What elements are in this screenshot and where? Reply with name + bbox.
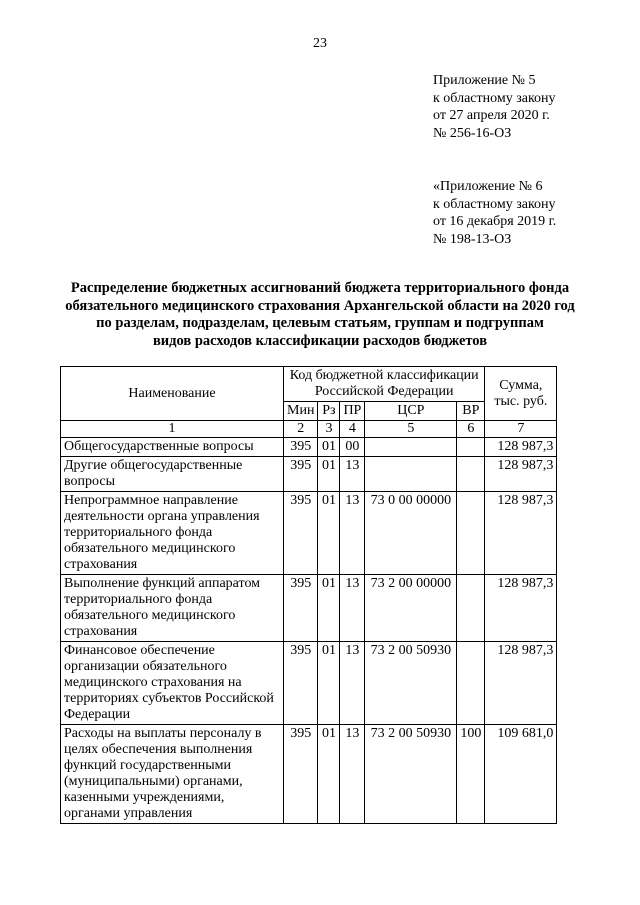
header-name: Наименование — [61, 367, 284, 421]
title-line: по разделам, подразделам, целевым статьям, группам и подгруппам — [96, 315, 544, 331]
appendix-line: к областному закону — [433, 90, 556, 106]
header-code-group: Код бюджетной классификации Российской Федерации — [284, 367, 485, 402]
appendix-line: от 16 декабря 2019 г. — [433, 214, 557, 229]
appendix-6-reference — [433, 178, 556, 248]
column-number: 4 — [340, 421, 365, 438]
row-sum: 128 987,3 — [485, 642, 557, 725]
row-sum: 128 987,3 — [485, 575, 557, 642]
row-csr: 73 2 00 50930 — [365, 642, 457, 725]
row-sum: 128 987,3 — [485, 457, 557, 492]
appendix-5-reference — [433, 72, 556, 142]
header-rz: Рз — [318, 402, 340, 421]
title-line: Распределение бюджетных ассигнований бюджета территориального фонда — [70, 280, 570, 296]
appendix-line: № 256-16-ОЗ — [433, 125, 512, 141]
row-name: Непрограммное направление деятельности органа управления территориального фонда обязательного медицинского страхования — [61, 492, 284, 575]
header-sum: Сумма, тыс. руб. — [485, 367, 557, 421]
table-row — [61, 492, 557, 575]
appendix-line: от 27 апреля 2020 г. — [433, 108, 550, 123]
row-pr: 13 — [340, 492, 365, 575]
column-number: 1 — [61, 421, 284, 438]
appendix-line: Приложение № 5 — [433, 73, 536, 88]
title-line: обязательного медицинского страхования Архангельской области на 2020 год — [65, 297, 575, 314]
table-row — [61, 457, 557, 492]
column-number: 3 — [318, 421, 340, 438]
row-pr: 13 — [340, 457, 365, 492]
row-min: 395 — [284, 642, 318, 725]
row-min: 395 — [284, 492, 318, 575]
row-min: 395 — [284, 457, 318, 492]
row-rz: 01 — [318, 642, 340, 725]
row-sum: 128 987,3 — [485, 438, 557, 457]
row-csr: 73 2 00 50930 — [365, 725, 457, 824]
header-vr: ВР — [457, 402, 485, 421]
table-row — [61, 725, 557, 824]
row-pr: 13 — [340, 725, 365, 824]
row-sum: 128 987,3 — [485, 492, 557, 575]
row-csr — [365, 438, 457, 457]
row-pr: 13 — [340, 575, 365, 642]
column-number: 5 — [365, 421, 457, 438]
appendix-line: «Приложение № 6 — [433, 179, 543, 194]
row-vr — [457, 575, 485, 642]
row-name: Расходы на выплаты персоналу в целях обеспечения выполнения функций государственными (муниципальными) органами, казенными учреждениями, органами управления — [61, 725, 284, 824]
header-csr: ЦСР — [365, 402, 457, 421]
appendix-line: № 198-13-ОЗ — [433, 231, 512, 247]
row-min: 395 — [284, 575, 318, 642]
row-csr: 73 2 00 00000 — [365, 575, 457, 642]
table-row — [61, 642, 557, 725]
column-number: 6 — [457, 421, 485, 438]
row-rz: 01 — [318, 725, 340, 824]
table-row — [61, 575, 557, 642]
row-vr — [457, 642, 485, 725]
row-vr: 100 — [457, 725, 485, 824]
row-name: Общегосударственные вопросы — [61, 438, 284, 457]
row-csr: 73 0 00 00000 — [365, 492, 457, 575]
column-number: 2 — [284, 421, 318, 438]
appendix-line: к областному закону — [433, 196, 556, 212]
row-pr: 13 — [340, 642, 365, 725]
column-number: 7 — [485, 421, 557, 438]
header-min: Мин — [284, 402, 318, 421]
row-rz: 01 — [318, 575, 340, 642]
column-numbers-row — [61, 421, 557, 438]
table-row — [61, 438, 557, 457]
budget-allocation-table — [60, 366, 557, 824]
row-pr: 00 — [340, 438, 365, 457]
row-min: 395 — [284, 725, 318, 824]
row-name: Другие общегосударственные вопросы — [61, 457, 284, 492]
row-name: Выполнение функций аппаратом территориального фонда обязательного медицинского страхования — [61, 575, 284, 642]
row-name: Финансовое обеспечение организации обязательного медицинского страхования на территориях субъектов Российской Федерации — [61, 642, 284, 725]
row-sum: 109 681,0 — [485, 725, 557, 824]
row-rz: 01 — [318, 492, 340, 575]
row-vr — [457, 457, 485, 492]
row-csr — [365, 457, 457, 492]
row-rz: 01 — [318, 457, 340, 492]
row-rz: 01 — [318, 438, 340, 457]
page-number: 23 — [313, 36, 327, 51]
title-line: видов расходов классификации расходов бюджетов — [152, 332, 488, 349]
row-vr — [457, 438, 485, 457]
document-title — [40, 280, 600, 350]
header-pr: ПР — [340, 402, 365, 421]
row-vr — [457, 492, 485, 575]
row-min: 395 — [284, 438, 318, 457]
